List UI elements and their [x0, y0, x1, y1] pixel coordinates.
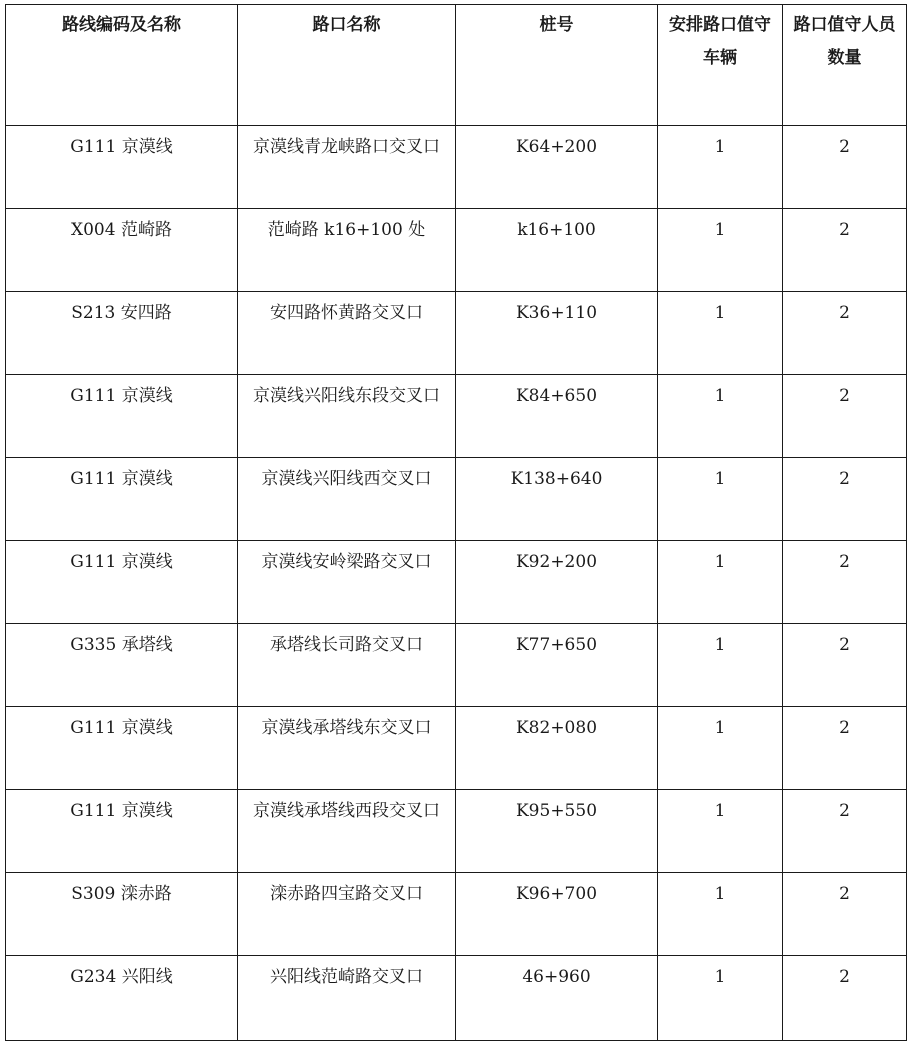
- cell-staff: 2: [783, 209, 907, 292]
- table-row: [6, 375, 907, 458]
- cell-route: G111 京漠线: [6, 375, 238, 458]
- cell-stake: k16+100: [456, 209, 658, 292]
- cell-intersection: 范崎路 k16+100 处: [238, 209, 456, 292]
- cell-vehicles: 1: [658, 790, 783, 873]
- table-row: [6, 790, 907, 873]
- cell-route: S309 滦赤路: [6, 873, 238, 956]
- header-route-code-name: 路线编码及名称: [6, 5, 238, 126]
- cell-stake: K95+550: [456, 790, 658, 873]
- cell-vehicles: 1: [658, 541, 783, 624]
- cell-staff: 2: [783, 375, 907, 458]
- cell-stake: K36+110: [456, 292, 658, 375]
- intersection-duty-table: [5, 4, 907, 1041]
- table-row: [6, 707, 907, 790]
- header-duty-vehicles: 安排路口值守车辆: [658, 5, 783, 126]
- cell-stake: K64+200: [456, 126, 658, 209]
- header-duty-staff-count: 路口值守人员数量: [783, 5, 907, 126]
- cell-staff: 2: [783, 956, 907, 1041]
- cell-staff: 2: [783, 873, 907, 956]
- cell-intersection: 兴阳线范崎路交叉口: [238, 956, 456, 1041]
- cell-vehicles: 1: [658, 126, 783, 209]
- header-stake-number: 桩号: [456, 5, 658, 126]
- cell-stake: K96+700: [456, 873, 658, 956]
- cell-intersection: 京漠线承塔线东交叉口: [238, 707, 456, 790]
- cell-vehicles: 1: [658, 458, 783, 541]
- cell-stake: K84+650: [456, 375, 658, 458]
- cell-route: G111 京漠线: [6, 790, 238, 873]
- cell-staff: 2: [783, 458, 907, 541]
- cell-stake: K77+650: [456, 624, 658, 707]
- table-row: [6, 956, 907, 1041]
- table-row: [6, 624, 907, 707]
- table-row: [6, 126, 907, 209]
- cell-route: G111 京漠线: [6, 707, 238, 790]
- cell-staff: 2: [783, 126, 907, 209]
- cell-intersection: 滦赤路四宝路交叉口: [238, 873, 456, 956]
- table-header: [6, 5, 907, 126]
- cell-intersection: 安四路怀黄路交叉口: [238, 292, 456, 375]
- cell-route: G335 承塔线: [6, 624, 238, 707]
- cell-intersection: 京漠线承塔线西段交叉口: [238, 790, 456, 873]
- cell-vehicles: 1: [658, 375, 783, 458]
- cell-vehicles: 1: [658, 624, 783, 707]
- cell-route: G111 京漠线: [6, 126, 238, 209]
- table-row: [6, 458, 907, 541]
- table-body: [6, 126, 907, 1041]
- cell-vehicles: 1: [658, 956, 783, 1041]
- cell-route: X004 范崎路: [6, 209, 238, 292]
- cell-stake: K92+200: [456, 541, 658, 624]
- cell-stake: 46+960: [456, 956, 658, 1041]
- cell-route: G111 京漠线: [6, 541, 238, 624]
- table-row: [6, 541, 907, 624]
- cell-staff: 2: [783, 292, 907, 375]
- header-intersection-name: 路口名称: [238, 5, 456, 126]
- table-row: [6, 292, 907, 375]
- cell-intersection: 京漠线兴阳线西交叉口: [238, 458, 456, 541]
- cell-vehicles: 1: [658, 873, 783, 956]
- cell-stake: K82+080: [456, 707, 658, 790]
- cell-intersection: 京漠线安岭梁路交叉口: [238, 541, 456, 624]
- cell-intersection: 京漠线青龙峡路口交叉口: [238, 126, 456, 209]
- cell-intersection: 承塔线长司路交叉口: [238, 624, 456, 707]
- cell-intersection: 京漠线兴阳线东段交叉口: [238, 375, 456, 458]
- table-row: [6, 873, 907, 956]
- cell-route: G111 京漠线: [6, 458, 238, 541]
- cell-staff: 2: [783, 707, 907, 790]
- cell-staff: 2: [783, 790, 907, 873]
- cell-stake: K138+640: [456, 458, 658, 541]
- header-row: [6, 5, 907, 126]
- cell-route: G234 兴阳线: [6, 956, 238, 1041]
- document-page: [5, 4, 907, 1041]
- cell-route: S213 安四路: [6, 292, 238, 375]
- cell-staff: 2: [783, 624, 907, 707]
- cell-staff: 2: [783, 541, 907, 624]
- cell-vehicles: 1: [658, 292, 783, 375]
- cell-vehicles: 1: [658, 209, 783, 292]
- cell-vehicles: 1: [658, 707, 783, 790]
- table-row: [6, 209, 907, 292]
